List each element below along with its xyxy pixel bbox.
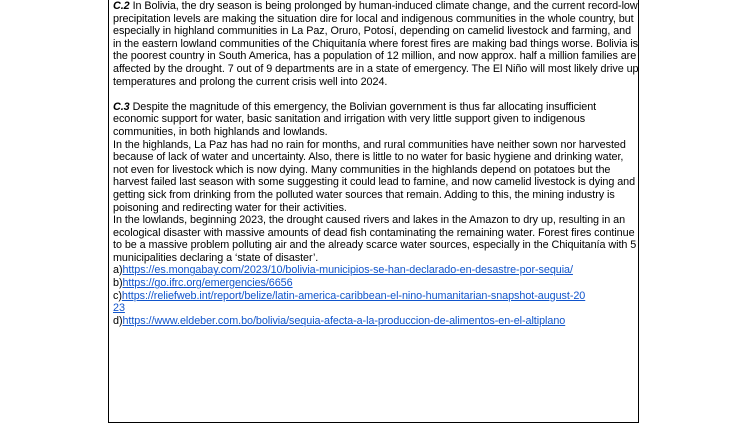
section-c2-text: In Bolivia, the dry season is being prolonged by human-induced climate change, and the current record-low precipitation levels are making the situation dire for local and indigenous communities in the whole country, but especially in highland communities in La Paz, Oruro, Potosí, depending on camelid livestock and farming, and in the eastern lowland communities of the Chiquitanía where forest fires are making bad things worse. Bolivia is the poorest country in South America, has a population of 12 million, and now approx. half a million families are affected by the drought. 7 out of 9 departments are in a state of emergency. The El Niño will most likely drive up temperatures and prolong the current crisis well into 2024. bbox=[113, 0, 639, 88]
reference-marker: a) bbox=[113, 264, 123, 277]
reference-link-b[interactable]: https://go.ifrc.org/emergencies/6656 bbox=[122, 277, 293, 290]
reference-marker: b) bbox=[113, 277, 123, 290]
section-label-c2: C.2 bbox=[113, 0, 130, 12]
reference-link-a[interactable]: https://es.mongabay.com/2023/10/bolivia-municipios-se-han-declarado-en-desastre-por-sequia/ bbox=[122, 264, 573, 277]
reference-link-c[interactable]: https://reliefweb.int/report/belize/latin-america-caribbean-el-nino-humanitarian-snapshot-august-20 bbox=[121, 289, 586, 302]
reference-b bbox=[113, 277, 639, 290]
paragraph-gap bbox=[113, 88, 639, 101]
reference-link-d[interactable]: https://www.eldeber.com.bo/bolivia/sequia-afecta-a-la-produccion-de-alimentos-en-el-altiplano bbox=[122, 314, 566, 327]
section-label-c3: C.3 bbox=[113, 100, 130, 113]
section-c3-intro bbox=[113, 101, 639, 139]
reference-link-c-continued[interactable]: 23 bbox=[113, 302, 125, 315]
section-c3-intro-text: Despite the magnitude of this emergency, the Bolivian government is thus far allocating insufficient economic support for water, basic sanitation and irrigation with very little support given to indigenous communities, in both highlands and lowlands. bbox=[113, 100, 597, 138]
reference-c-continued bbox=[113, 302, 639, 315]
reference-a bbox=[113, 264, 639, 277]
reference-marker: d) bbox=[113, 314, 123, 327]
section-c3-highlands: In the highlands, La Paz has had no rain for months, and rural communities have neither sown nor harvested because of lack of water and uncertainty. Also, there is little to no water for basic hygiene and drinking water, not even for livestock which is now dying. Many communities in the highlands depend on potatoes but the harvest failed last season with some suggesting it could lead to famine, and now camelid livestock is dying and getting sick from drinking from the polluted water sources that remain. Adding to this, the mining industry is poisoning and redirecting water for their activities. bbox=[113, 138, 636, 214]
reference-d bbox=[113, 315, 639, 328]
reference-marker: c) bbox=[113, 289, 122, 302]
reference-c bbox=[113, 290, 639, 303]
section-c2 bbox=[113, 0, 639, 88]
section-c3-lowlands: In the lowlands, beginning 2023, the drought caused rivers and lakes in the Amazon to dry up, resulting in an ecological disaster with massive amounts of dead fish contaminating the remaining water. Forest fires continue to be a massive problem polluting air and the already scarce water sources, especially in the Chiquitanía with 5 municipalities declaring a ‘state of disaster’. bbox=[113, 214, 637, 264]
document-body bbox=[113, 0, 639, 327]
